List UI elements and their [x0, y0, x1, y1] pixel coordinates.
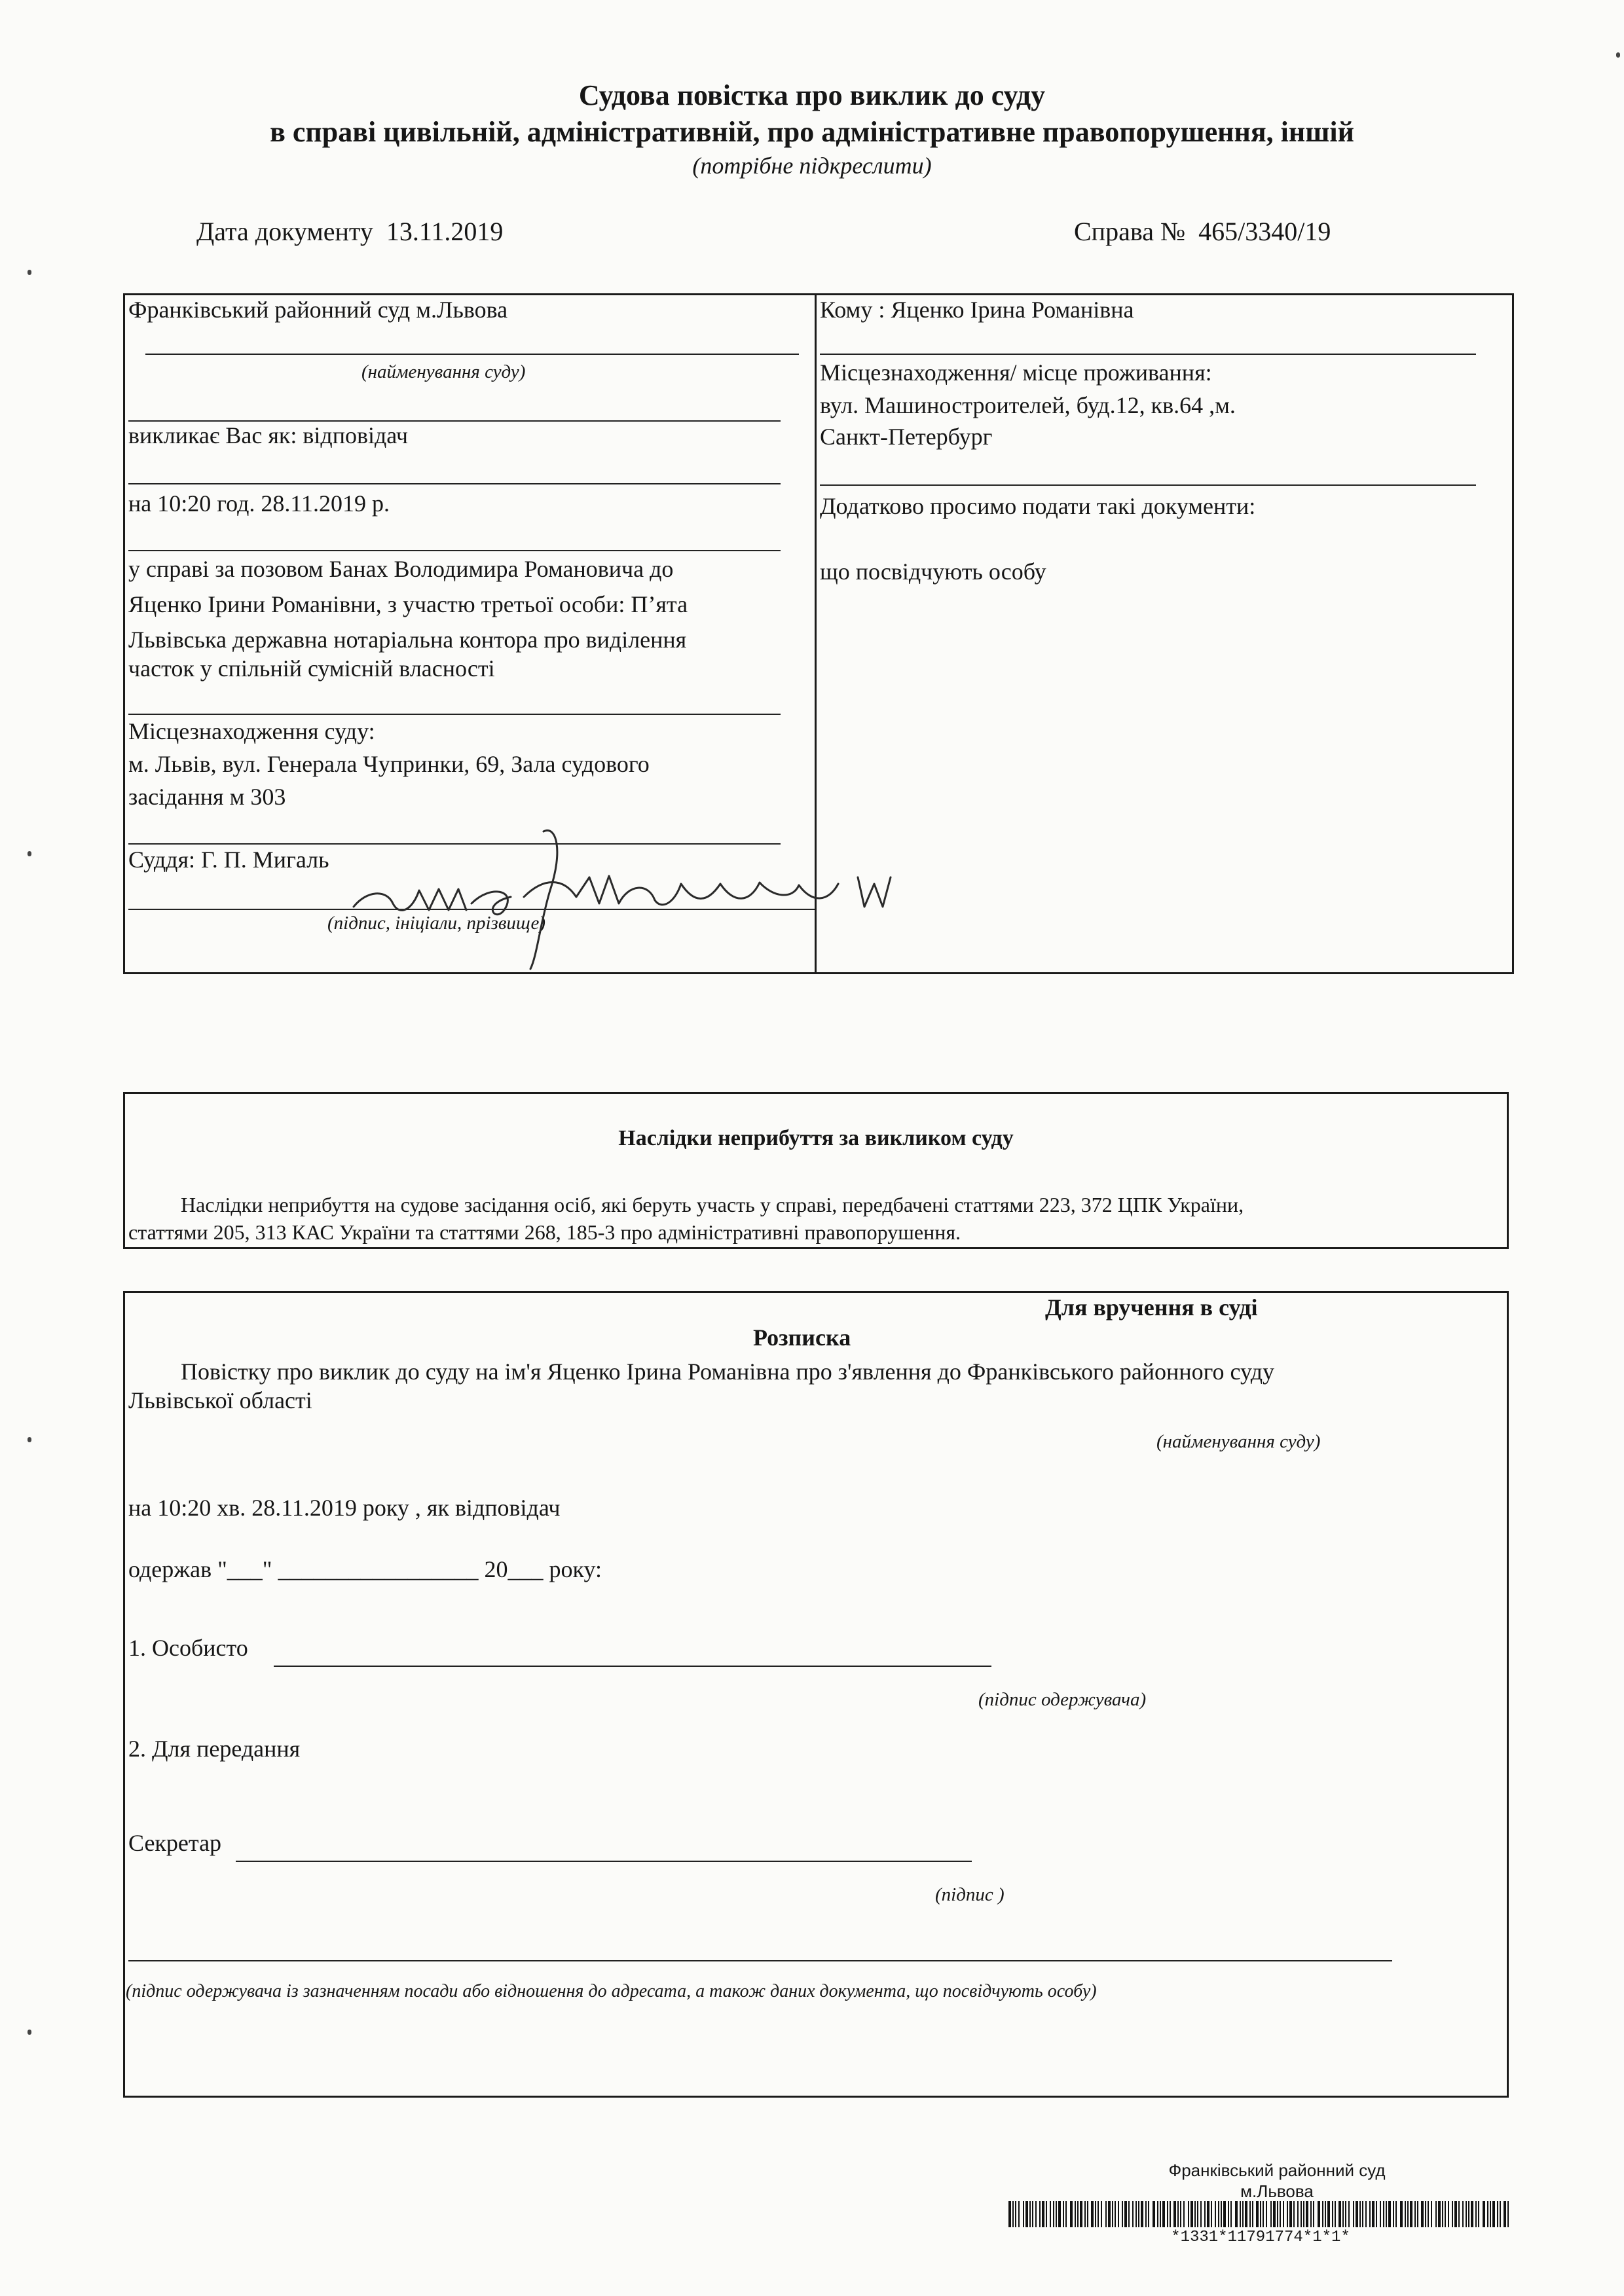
barcode-bar	[1160, 2201, 1161, 2227]
barcode-bar	[1342, 2201, 1344, 2227]
barcode-bar	[1012, 2201, 1014, 2227]
for-transfer-label: 2. Для передання	[128, 1736, 301, 1762]
row-line	[128, 550, 781, 551]
barcode-bar	[1421, 2201, 1424, 2227]
barcode-bar	[1023, 2201, 1024, 2227]
barcode-bar	[1417, 2201, 1418, 2227]
title-line-1: Судова повістка про виклик до суду	[578, 79, 1046, 111]
barcode-bar	[1504, 2201, 1506, 2227]
barcode-bar	[1306, 2201, 1308, 2227]
barcode-bar	[1383, 2201, 1384, 2227]
court-name-line	[145, 354, 799, 355]
case-description-4: часток у спільній сумісній власності	[128, 655, 495, 682]
barcode-bar	[1471, 2201, 1473, 2227]
barcode-bar	[1362, 2201, 1363, 2227]
barcode-bar	[1407, 2201, 1409, 2227]
barcode-bar	[1215, 2201, 1216, 2227]
receipt-line-2: Львівської області	[128, 1387, 312, 1413]
barcode-bar	[1056, 2201, 1057, 2227]
barcode-bar	[1369, 2201, 1371, 2227]
personally-label: 1. Особисто	[128, 1635, 248, 1661]
barcode-bar	[1240, 2201, 1241, 2227]
barcode-bar	[1112, 2201, 1113, 2227]
barcode-bar	[1124, 2201, 1127, 2227]
court-location-2: засідання м 303	[128, 784, 286, 810]
barcode-bar	[1180, 2201, 1181, 2227]
barcode-bar	[1148, 2201, 1149, 2227]
title-line-2: в справі цивільній, адміністративній, про адміністративне правопорушення, іншій	[270, 116, 1354, 148]
recipient-signature-caption: (підпис одержувача)	[978, 1689, 1147, 1710]
barcode-bar	[1462, 2201, 1464, 2227]
case-number	[1074, 216, 1331, 247]
barcode-bar	[1249, 2201, 1251, 2227]
barcode-bar	[1365, 2201, 1367, 2227]
receipt-box	[123, 1291, 1509, 2098]
case-label: Справа №	[1074, 217, 1186, 246]
barcode-bar	[1050, 2201, 1051, 2227]
barcode-bar	[1035, 2201, 1037, 2227]
barcode-bar	[1468, 2201, 1469, 2227]
barcode-bar	[1153, 2201, 1155, 2227]
barcode-bar	[1338, 2201, 1341, 2227]
barcode-bar	[1087, 2201, 1088, 2227]
barcode-bar	[1376, 2201, 1377, 2227]
hearing-time: на 10:20 год. 28.11.2019 р.	[128, 490, 390, 517]
recipient-address-label: Місцезнаходження/ місце проживання:	[820, 359, 1212, 386]
barcode-bar	[1252, 2201, 1253, 2227]
consequences-text-2: статтями 205, 313 КАС України та статтями 268, 185-3 про адміністративні правопорушення.	[128, 1220, 961, 1244]
barcode-bar	[1170, 2201, 1171, 2227]
scan-mark	[28, 2030, 31, 2035]
recipient-address-line	[820, 484, 1476, 486]
barcode-bar	[1077, 2201, 1079, 2227]
barcode-bar	[1256, 2201, 1259, 2227]
barcode-bar	[1335, 2201, 1336, 2227]
barcode-bar	[1431, 2201, 1432, 2227]
barcode-bar	[1289, 2201, 1292, 2227]
barcode-bar	[1438, 2201, 1441, 2227]
barcode	[1008, 2201, 1513, 2227]
barcode-bar	[1135, 2201, 1137, 2227]
court-location-label: Місцезнаходження суду:	[128, 718, 375, 744]
barcode-bar	[1029, 2201, 1031, 2227]
barcode-bar	[1162, 2201, 1165, 2227]
case-description-1: у справі за позовом Банах Володимира Романовича до	[128, 556, 674, 582]
barcode-bar	[1303, 2201, 1304, 2227]
receipt-time-line: на 10:20 хв. 28.11.2019 року , як відповідач	[128, 1495, 561, 1521]
scan-mark	[28, 270, 31, 275]
barcode-bar	[1325, 2201, 1326, 2227]
barcode-bar	[1015, 2201, 1016, 2227]
barcode-bar	[1454, 2201, 1457, 2227]
barcode-bar	[1405, 2201, 1406, 2227]
barcode-bar	[1138, 2201, 1139, 2227]
barcode-bar	[1128, 2201, 1130, 2227]
barcode-bar	[1207, 2201, 1209, 2227]
barcode-bar	[1188, 2201, 1189, 2227]
barcode-bar	[1098, 2201, 1099, 2227]
barcode-bar	[1492, 2201, 1495, 2227]
barcode-bar	[1032, 2201, 1033, 2227]
consequences-title: Наслідки неприбуття за викликом суду	[618, 1126, 1014, 1150]
barcode-bar	[1173, 2201, 1176, 2227]
barcode-bar	[1313, 2201, 1314, 2227]
barcode-bar	[1235, 2201, 1238, 2227]
barcode-bar	[1084, 2201, 1086, 2227]
scan-mark	[28, 1437, 31, 1442]
footer-court-1: Франківський районний суд	[1168, 2160, 1386, 2180]
barcode-bar	[1266, 2201, 1267, 2227]
barcode-bar	[1101, 2201, 1102, 2227]
barcode-bar	[1270, 2201, 1272, 2227]
barcode-bar	[1490, 2201, 1491, 2227]
barcode-bar	[1388, 2201, 1391, 2227]
barcode-bar	[1435, 2201, 1437, 2227]
barcode-bar	[1177, 2201, 1179, 2227]
barcode-bar	[1190, 2201, 1193, 2227]
judge-signature-caption: (підпис, ініціали, прізвище)	[327, 913, 546, 934]
secretary-label: Секретар	[128, 1830, 222, 1856]
barcode-bar	[1063, 2201, 1064, 2227]
receipt-line-1: Повістку про виклик до суду на ім'я Яценко Ірина Романівна про з'явлення до Франківського районного суду	[181, 1358, 1275, 1385]
barcode-bar	[1445, 2201, 1446, 2227]
case-number-value: 465/3340/19	[1198, 217, 1331, 246]
barcode-bar	[1452, 2201, 1453, 2227]
barcode-bar	[1483, 2201, 1485, 2227]
barcode-bar	[1080, 2201, 1082, 2227]
doc-date-value: 13.11.2019	[386, 217, 504, 246]
barcode-bar	[1053, 2201, 1054, 2227]
barcode-bar	[1283, 2201, 1284, 2227]
barcode-bar	[1428, 2201, 1429, 2227]
barcode-bar	[1359, 2201, 1361, 2227]
received-date-line: одержав "___" _________________ 20___ року:	[128, 1556, 602, 1582]
barcode-bar	[1410, 2201, 1412, 2227]
barcode-bar	[1058, 2201, 1061, 2227]
barcode-bar	[1070, 2201, 1073, 2227]
consequences-text-1: Наслідки неприбуття на судове засідання осіб, які беруть участь у справі, передбачені статтями 223, 372 ЦПК України,	[181, 1193, 1244, 1216]
case-description-2: Яценко Ірини Романівни, з участю третьої особи: П’ята	[128, 591, 688, 617]
barcode-bar	[1223, 2201, 1226, 2227]
signature-stroke	[530, 830, 557, 969]
barcode-bar	[1348, 2201, 1350, 2227]
signature-stroke	[471, 892, 511, 915]
barcode-bar	[1008, 2201, 1011, 2227]
barcode-bar	[1132, 2201, 1134, 2227]
signature-stroke	[524, 876, 838, 905]
summons-as: викликає Вас як: відповідач	[128, 422, 408, 448]
barcode-bar	[1194, 2201, 1196, 2227]
barcode-bar	[1458, 2201, 1460, 2227]
barcode-bar	[1293, 2201, 1295, 2227]
barcode-bar	[1200, 2201, 1202, 2227]
barcode-bar	[1487, 2201, 1488, 2227]
barcode-bar	[1497, 2201, 1498, 2227]
barcode-bar	[1507, 2201, 1509, 2227]
barcode-bar	[1372, 2201, 1375, 2227]
subtitle: (потрібне підкреслити)	[692, 153, 932, 179]
barcode-bar	[1228, 2201, 1229, 2227]
extra-documents-label: Додатково просимо подати такі документи:	[820, 493, 1256, 519]
barcode-bar	[1221, 2201, 1222, 2227]
barcode-bar	[1211, 2201, 1212, 2227]
footer-court-2: м.Львова	[1240, 2181, 1314, 2201]
recipient-name: Кому : Яценко Ірина Романівна	[820, 297, 1134, 323]
barcode-bar	[1356, 2201, 1358, 2227]
handwritten-signature	[341, 812, 917, 975]
barcode-bar	[1332, 2201, 1333, 2227]
barcode-bar	[1466, 2201, 1467, 2227]
barcode-bar	[1042, 2201, 1044, 2227]
barcode-bar	[1105, 2201, 1107, 2227]
secretary-signature-caption: (підпис )	[935, 1884, 1005, 1905]
scan-mark	[1616, 52, 1620, 58]
for-court-delivery: Для вручення в суді	[1045, 1294, 1258, 1321]
secretary-signature-line	[236, 1861, 972, 1862]
barcode-bar	[1475, 2201, 1477, 2227]
barcode-bar	[1197, 2201, 1198, 2227]
barcode-bar	[1075, 2201, 1076, 2227]
document-date	[196, 216, 503, 247]
court-location-1: м. Львів, вул. Генерала Чупринки, 69, Зала судового	[128, 751, 650, 777]
barcode-bar	[1442, 2201, 1443, 2227]
barcode-bar	[1301, 2201, 1302, 2227]
barcode-bar	[1095, 2201, 1096, 2227]
recipient-line	[820, 354, 1476, 355]
barcode-bar	[1065, 2201, 1067, 2227]
barcode-bar	[1141, 2201, 1143, 2227]
recipient-address-1: вул. Машиностроителей, буд.12, кв.64 ,м.	[820, 392, 1236, 418]
signature-stroke	[858, 877, 891, 907]
court-name: Франківський районний суд м.Львова	[128, 297, 508, 323]
barcode-bar	[1118, 2201, 1119, 2227]
extra-documents-value: що посвідчують особу	[820, 558, 1046, 585]
signature-stroke	[354, 889, 466, 910]
barcode-bar	[1091, 2201, 1094, 2227]
barcode-bar	[1353, 2201, 1354, 2227]
bottom-signature-line	[128, 1960, 1392, 1961]
barcode-bar	[1345, 2201, 1346, 2227]
barcode-bar	[1500, 2201, 1501, 2227]
barcode-bar	[1018, 2201, 1020, 2227]
barcode-bar	[1145, 2201, 1147, 2227]
barcode-bar	[1230, 2201, 1232, 2227]
barcode-bar	[1322, 2201, 1323, 2227]
barcode-bar	[1273, 2201, 1276, 2227]
barcode-bar	[1425, 2201, 1426, 2227]
barcode-text: *1331*11791774*1*1*	[1171, 2229, 1350, 2246]
barcode-bar	[1245, 2201, 1247, 2227]
receipt-title: Розписка	[753, 1324, 851, 1351]
bottom-signature-caption: (підпис одержувача із зазначенням посади або відношення до адресата, а також даних документа, що посвідчують особу)	[126, 1981, 1097, 2001]
court-caption: (найменування суду)	[361, 361, 526, 382]
barcode-bar	[1167, 2201, 1168, 2227]
barcode-bar	[1263, 2201, 1264, 2227]
barcode-bar	[1025, 2201, 1028, 2227]
barcode-bar	[1395, 2201, 1397, 2227]
receipt-court-caption: (найменування суду)	[1156, 1431, 1321, 1452]
barcode-bar	[1297, 2201, 1299, 2227]
barcode-bar	[1183, 2201, 1185, 2227]
barcode-bar	[1478, 2201, 1479, 2227]
barcode-bar	[1327, 2201, 1330, 2227]
barcode-bar	[1122, 2201, 1123, 2227]
barcode-bar	[1157, 2201, 1158, 2227]
row-line	[128, 714, 781, 715]
barcode-bar	[1380, 2201, 1381, 2227]
barcode-bar	[1287, 2201, 1288, 2227]
barcode-bar	[1277, 2201, 1278, 2227]
scan-mark	[28, 851, 31, 856]
doc-date-label: Дата документу	[196, 217, 373, 246]
row-line	[128, 483, 781, 484]
barcode-bar	[1039, 2201, 1041, 2227]
judge-name: Суддя: Г. П. Мигаль	[128, 847, 329, 873]
barcode-bar	[1414, 2201, 1416, 2227]
personally-signature-line	[274, 1666, 991, 1667]
barcode-bar	[1386, 2201, 1387, 2227]
barcode-bar	[1310, 2201, 1312, 2227]
barcode-bar	[1280, 2201, 1281, 2227]
barcode-bar	[1448, 2201, 1449, 2227]
recipient-address-2: Санкт-Петербург	[820, 424, 993, 450]
barcode-bar	[1393, 2201, 1394, 2227]
barcode-bar	[1108, 2201, 1111, 2227]
barcode-bar	[1400, 2201, 1403, 2227]
case-description-3: Львівська державна нотаріальна контора про виділення	[128, 627, 687, 653]
barcode-bar	[1318, 2201, 1320, 2227]
barcode-bar	[1204, 2201, 1206, 2227]
barcode-bar	[1218, 2201, 1219, 2227]
barcode-bar	[1242, 2201, 1244, 2227]
barcode-bar	[1046, 2201, 1047, 2227]
barcode-bar	[1115, 2201, 1116, 2227]
barcode-bar	[1260, 2201, 1261, 2227]
